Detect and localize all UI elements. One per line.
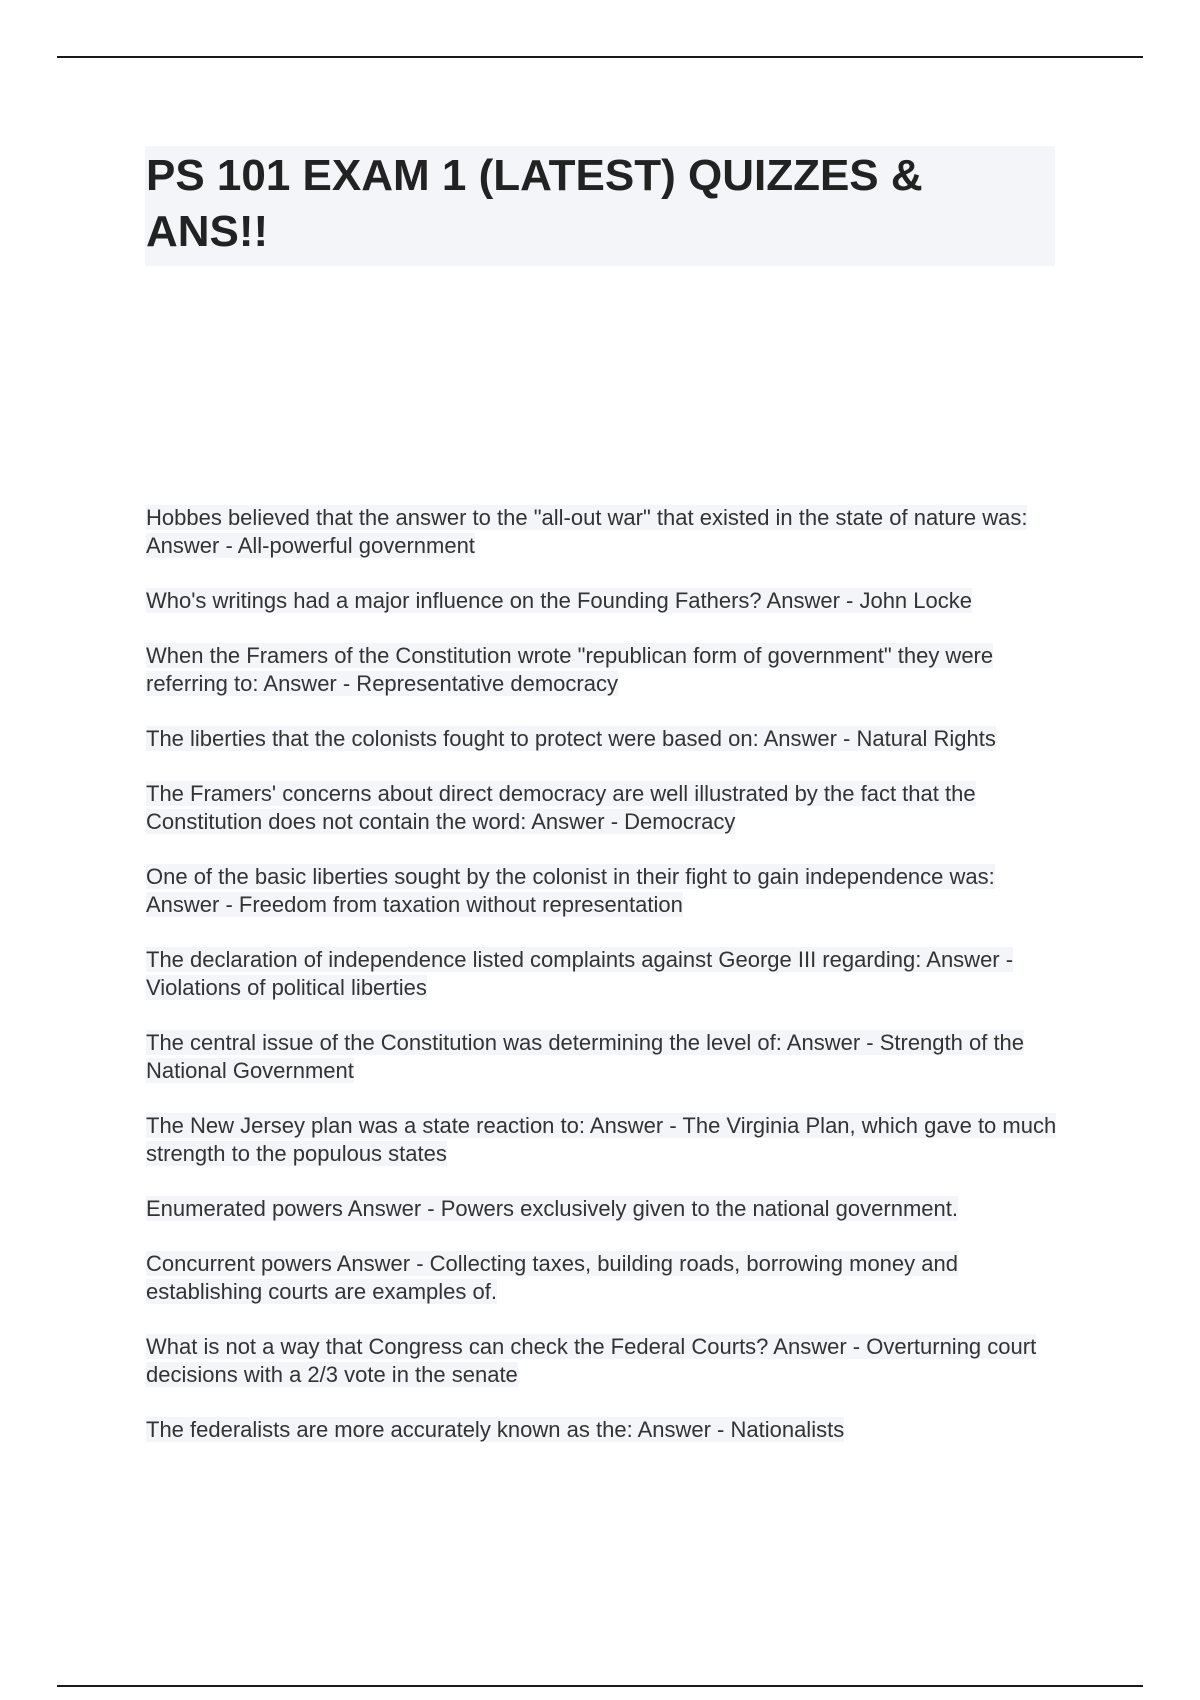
qa-text: When the Framers of the Constitution wrote "republican form of government" they were referring to: Answer - Representative democracy bbox=[146, 643, 994, 696]
qa-text: The New Jersey plan was a state reaction to: Answer - The Virginia Plan, which gave to much strength to the populous states bbox=[146, 1113, 1057, 1166]
qa-text: Enumerated powers Answer - Powers exclusively given to the national government. bbox=[146, 1196, 958, 1221]
qa-item bbox=[146, 863, 1066, 919]
qa-text: The liberties that the colonists fought to protect were based on: Answer - Natural Rights bbox=[146, 726, 996, 751]
qa-item bbox=[146, 1333, 1066, 1389]
header-rule bbox=[57, 56, 1143, 58]
qa-item bbox=[146, 946, 1066, 1002]
qa-text: One of the basic liberties sought by the colonist in their fight to gain independence was: Answer - Freedom from taxation without representation bbox=[146, 864, 995, 917]
title-block bbox=[145, 146, 1055, 266]
qa-item bbox=[146, 1195, 1066, 1223]
document-title: PS 101 EXAM 1 (LATEST) QUIZZES & ANS!! bbox=[146, 151, 923, 256]
qa-item bbox=[146, 725, 1066, 753]
qa-item bbox=[146, 504, 1066, 560]
qa-text: The declaration of independence listed complaints against George III regarding: Answer - Violations of political liberties bbox=[146, 947, 1014, 1000]
qa-item bbox=[146, 1416, 1066, 1444]
qa-text: The federalists are more accurately known as the: Answer - Nationalists bbox=[146, 1417, 845, 1442]
qa-list bbox=[146, 504, 1066, 1471]
qa-text: Who's writings had a major influence on the Founding Fathers? Answer - John Locke bbox=[146, 588, 972, 613]
qa-text: Hobbes believed that the answer to the "all-out war" that existed in the state of nature was: Answer - All-powerful government bbox=[146, 505, 1028, 558]
qa-item bbox=[146, 642, 1066, 698]
qa-text: The central issue of the Constitution was determining the level of: Answer - Strength of the National Government bbox=[146, 1030, 1025, 1083]
qa-item bbox=[146, 1250, 1066, 1306]
qa-item bbox=[146, 780, 1066, 836]
qa-text: The Framers' concerns about direct democracy are well illustrated by the fact that the Constitution does not contain the word: Answer - Democracy bbox=[146, 781, 976, 834]
qa-item bbox=[146, 1112, 1066, 1168]
qa-item bbox=[146, 587, 1066, 615]
footer-rule bbox=[57, 1685, 1143, 1687]
qa-item bbox=[146, 1029, 1066, 1085]
qa-text: What is not a way that Congress can check the Federal Courts? Answer - Overturning court decisions with a 2/3 vote in the senate bbox=[146, 1334, 1037, 1387]
qa-text: Concurrent powers Answer - Collecting taxes, building roads, borrowing money and establishing courts are examples of. bbox=[146, 1251, 958, 1304]
